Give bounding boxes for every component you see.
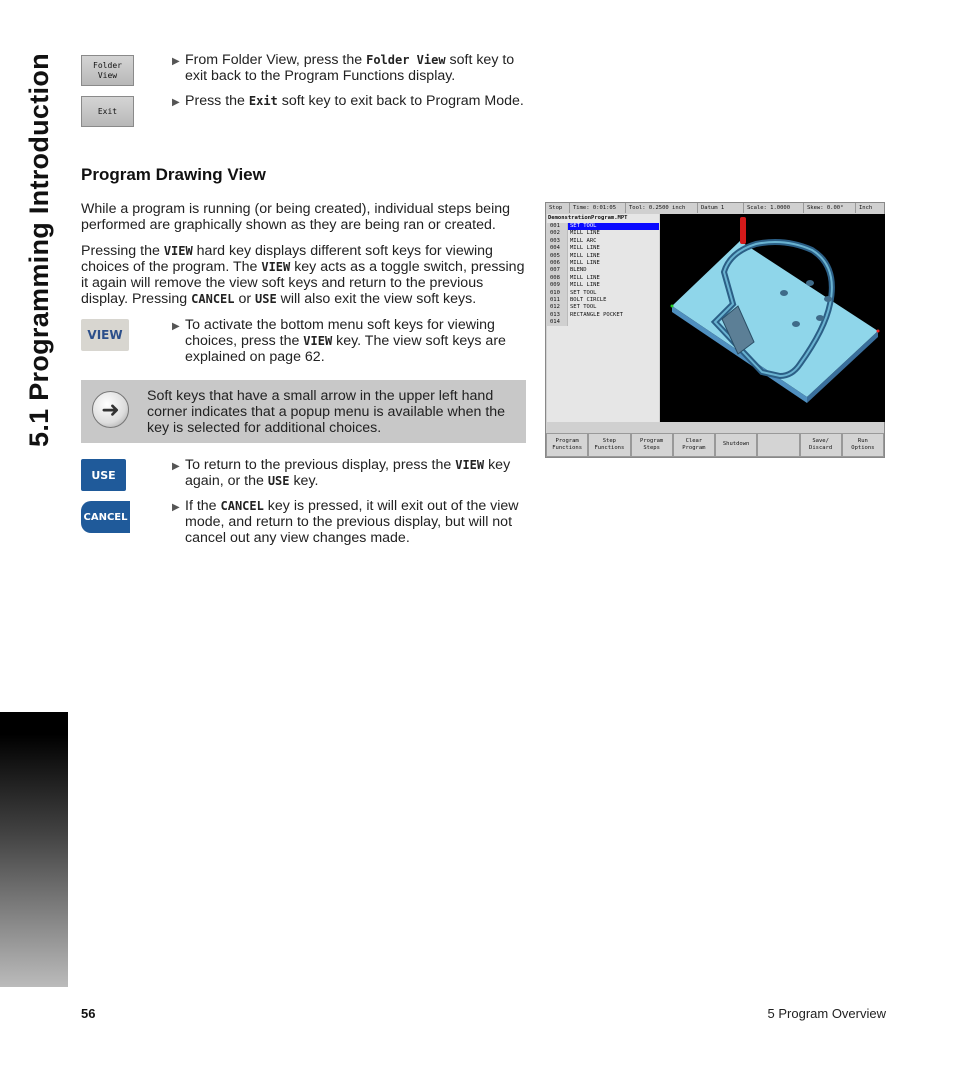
status-time: Time: 0:01:05 [570, 203, 626, 213]
exit-key-ref: Exit [248, 94, 278, 108]
status-datum: Datum 1 [698, 203, 744, 213]
status-scale: Scale: 1.0000 [744, 203, 804, 213]
bottom-softkey [715, 433, 757, 457]
view-hardkey-image: VIEW [81, 319, 129, 351]
program-line-command [567, 319, 659, 326]
footer-section: 5 Program Overview [767, 1006, 886, 1021]
bullet-text: From Folder View, press the [185, 52, 367, 68]
program-line [547, 253, 659, 260]
program-line-command: MILL LINE [567, 245, 659, 252]
program-line-number: 006 [547, 260, 567, 267]
program-line-command: SET TOOL [567, 304, 659, 311]
para-text: key acts as a toggle switch, pressing it again will remove the view soft keys and return to the previous display. Pressing [81, 259, 525, 307]
program-line [547, 312, 659, 319]
cancel-key-ref: CANCEL [220, 499, 264, 513]
status-units: Inch [859, 205, 873, 211]
para-text: will also exit the view soft keys. [276, 291, 477, 307]
bullet-text: soft key to exit back to the Program Functions display. [185, 52, 515, 84]
bottom-softkey [800, 433, 842, 457]
triangle-bullet-icon: ▶ [172, 97, 180, 108]
program-line-number: 009 [547, 282, 567, 289]
triangle-bullet-icon: ▶ [172, 56, 180, 67]
bottom-softkey-label-1: Clear [685, 437, 703, 444]
bullet-text: To return to the previous display, press the [185, 457, 456, 473]
program-line-number: 013 [547, 312, 567, 319]
bullet-text: key is pressed, it will exit out of the view mode, and return to the previous display, but will not cancel out any view changes made. [185, 498, 519, 546]
status-skew: Skew: 0.00° [804, 203, 856, 213]
bottom-softkey-label-1: Program [555, 437, 579, 444]
bottom-softkey-bar [546, 433, 884, 457]
program-line-command: MILL LINE [567, 260, 659, 267]
tool-marker [740, 217, 746, 244]
bullet-folder-view [172, 52, 527, 84]
status-stop: Stop [546, 203, 570, 213]
program-line-command: MILL LINE [567, 282, 659, 289]
use-hardkey-image: USE [81, 459, 126, 491]
side-chapter-title: 5.1 Programming Introduction [24, 53, 54, 447]
program-line-number: 011 [547, 297, 567, 304]
use-key-ref: USE [255, 292, 277, 306]
bottom-softkey-label-2: Functions [552, 445, 583, 451]
program-line-command: SET TOOL [567, 290, 659, 297]
folder-view-softkey-image [81, 55, 134, 86]
program-line [547, 238, 659, 245]
bottom-softkey-label-1: Step [602, 437, 616, 444]
cancel-key-ref: CANCEL [191, 292, 235, 306]
program-line [547, 245, 659, 252]
exit-softkey-image [81, 96, 134, 127]
para-text: Pressing the [81, 243, 164, 259]
axis-marker [671, 305, 674, 308]
paragraph-view-key [81, 243, 531, 307]
bullet-view [172, 317, 527, 365]
note-text: Soft keys that have a small arrow in the upper left hand corner indicates that a popup menu is available when the key is selected for additional choices. [147, 388, 506, 436]
bottom-softkey-label-1: Program [640, 437, 664, 444]
program-line [547, 230, 659, 237]
triangle-bullet-icon: ▶ [172, 321, 180, 332]
use-key-ref: USE [267, 474, 290, 488]
bottom-softkey [588, 433, 630, 457]
status-bar [546, 203, 884, 213]
drawing-view-canvas [660, 214, 885, 422]
program-line-number: 014 [547, 319, 567, 326]
program-line-command: MILL LINE [567, 230, 659, 237]
program-line-command: BLEND [567, 267, 659, 274]
program-line-number: 010 [547, 290, 567, 297]
bottom-softkey [842, 433, 884, 457]
program-line-number: 004 [547, 245, 567, 252]
bolt-hole [780, 290, 788, 296]
bottom-softkey-label-1: Run [857, 437, 868, 444]
program-line-number: 002 [547, 230, 567, 237]
program-lines [547, 223, 659, 422]
cancel-hardkey-image: CANCEL [81, 501, 130, 533]
para-text: hard key displays different soft keys for viewing choices of the program. The [81, 243, 493, 275]
program-line-command: SET TOOL [567, 223, 659, 230]
arrow-right-note-icon: ➜ [92, 391, 129, 428]
bottom-softkey-label-2: Functions [594, 445, 625, 451]
program-line [547, 304, 659, 311]
program-line [547, 260, 659, 267]
view-key-ref: VIEW [455, 458, 485, 472]
program-line-number: 008 [547, 275, 567, 282]
bullet-text: key again, or the [185, 457, 511, 489]
bullet-text: key. The view soft keys are explained on page 62. [185, 333, 506, 365]
bullet-text: soft key to exit back to Program Mode. [277, 93, 524, 109]
program-line-number: 003 [547, 238, 567, 245]
bullet-text: key. [289, 473, 319, 489]
triangle-bullet-icon: ▶ [172, 502, 180, 513]
program-line [547, 267, 659, 274]
bottom-softkey [757, 433, 799, 457]
bullet-text: To activate the bottom menu soft keys for viewing choices, press the [185, 317, 495, 349]
program-line-number: 005 [547, 253, 567, 260]
section-heading: Program Drawing View [81, 165, 266, 184]
program-line-command: MILL LINE [567, 275, 659, 282]
part-drawing [660, 214, 885, 422]
program-line [547, 290, 659, 297]
folder-view-label-2: View [97, 70, 118, 80]
program-line-number: 012 [547, 304, 567, 311]
para-text: or [234, 291, 255, 307]
page-number: 56 [81, 1006, 96, 1021]
folder-view-label-1: Folder [93, 60, 122, 70]
program-line [547, 297, 659, 304]
bottom-softkey [631, 433, 673, 457]
program-line-command: MILL ARC [567, 238, 659, 245]
view-key-ref: VIEW [261, 260, 291, 274]
paragraph-intro: While a program is running (or being created), individual steps being performed are graphically shown as they are being ran or created. [81, 201, 511, 233]
program-line [547, 275, 659, 282]
bullet-exit [172, 93, 527, 109]
bottom-softkey-label-2: Options [851, 445, 875, 451]
side-gradient-bar [0, 712, 68, 987]
view-key-ref: VIEW [303, 334, 333, 348]
bottom-softkey-label-2: Discard [809, 445, 833, 451]
bottom-softkey [673, 433, 715, 457]
bottom-softkey [546, 433, 588, 457]
program-line-command: MILL LINE [567, 253, 659, 260]
bottom-softkey-label-1: Shutdown [722, 441, 750, 448]
program-line [547, 319, 659, 326]
status-tool: Tool: 0.2500 inch [626, 203, 698, 213]
program-line [547, 282, 659, 289]
dro-screenshot [545, 202, 885, 458]
bottom-softkey-label-1: Save/ [812, 437, 829, 444]
program-name: DemonstrationProgram.MPT [547, 214, 659, 223]
bolt-hole [816, 315, 824, 321]
program-line-command: RECTANGLE POCKET [567, 312, 659, 319]
program-list-panel [547, 214, 659, 422]
axis-marker [877, 330, 880, 333]
bullet-text: Press the [185, 93, 249, 109]
bullet-text: If the [185, 498, 221, 514]
exit-label: Exit [97, 106, 118, 116]
folder-view-key-ref: Folder View [366, 53, 446, 67]
bottom-softkey-label-2: Program [682, 445, 706, 451]
program-line-command: BOLT CIRCLE [567, 297, 659, 304]
note-box [81, 380, 526, 443]
bolt-hole [806, 280, 814, 286]
triangle-bullet-icon: ▶ [172, 461, 180, 472]
bullet-use [172, 457, 527, 489]
program-line [547, 223, 659, 230]
bullet-cancel [172, 498, 527, 546]
program-line-number: 007 [547, 267, 567, 274]
view-key-ref: VIEW [163, 244, 193, 258]
program-line-number: 001 [547, 223, 567, 230]
bolt-hole [792, 321, 800, 327]
bolt-hole [824, 296, 832, 302]
bottom-softkey-label-2: Steps [643, 445, 660, 451]
